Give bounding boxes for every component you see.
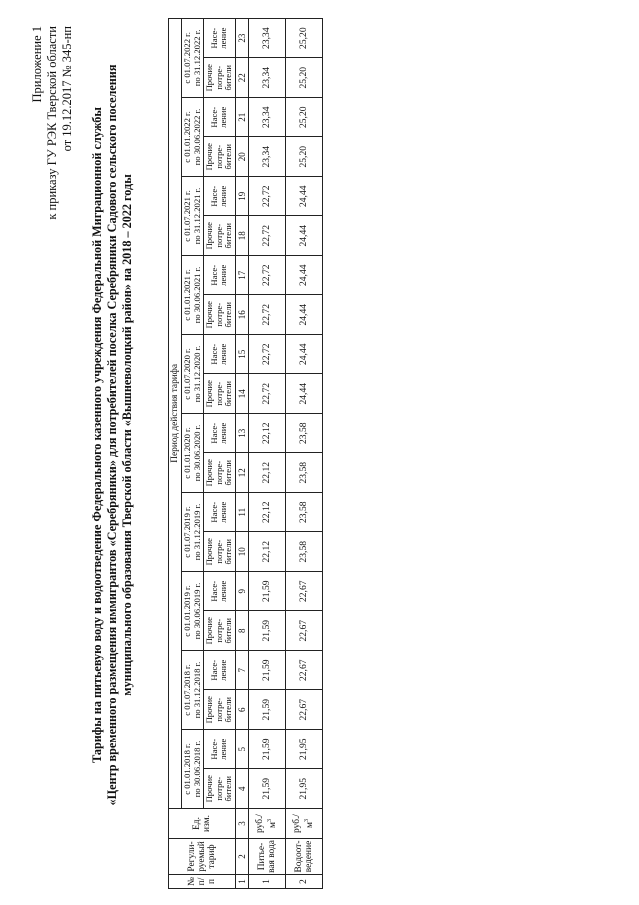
period-end: по 31.12.2018 г.: [191, 661, 202, 719]
period-start: с 01.01.2021 г.: [182, 269, 192, 321]
tariff-value-cell: 22,67: [285, 690, 322, 730]
consumer-type-row: [204, 18, 236, 888]
unit-base: руб./м: [291, 814, 316, 833]
tariff-value-cell: 22,12: [248, 532, 285, 572]
period-end: по 30.06.2022 г.: [191, 108, 202, 166]
tariff-value-cell: 21,95: [285, 730, 322, 770]
tariff-value-cell: 23,34: [248, 137, 285, 177]
tariff-value-cell: 23,34: [248, 98, 285, 138]
column-number: 9: [235, 572, 248, 612]
tariff-value-cell: 22,12: [248, 453, 285, 493]
column-number: 13: [235, 414, 248, 454]
row-tariff-name: Водоот-ведение: [285, 839, 322, 875]
column-number: 16: [235, 295, 248, 335]
header-other-consumers: Прочие потре-бители: [204, 137, 236, 177]
column-number: 3: [235, 809, 248, 839]
tariff-value-cell: 21,95: [285, 769, 322, 809]
period-start: с 01.01.2022 г.: [182, 111, 192, 163]
column-number: 7: [235, 651, 248, 691]
row-number: 1: [248, 875, 285, 889]
unit-superscript: 3: [303, 819, 310, 823]
column-number: 22: [235, 58, 248, 98]
period-start: с 01.01.2019 г.: [182, 585, 192, 637]
header-other-consumers: Прочие потре-бители: [204, 216, 236, 256]
tariff-value-cell: 23,34: [248, 58, 285, 98]
column-number: 6: [235, 690, 248, 730]
header-other-consumers: Прочие потре-бители: [204, 532, 236, 572]
period-header-8: [182, 177, 204, 256]
period-start: с 01.07.2021 г.: [182, 190, 192, 242]
period-end: по 30.06.2021 г.: [191, 266, 202, 324]
header-other-consumers: Прочие потре-бители: [204, 690, 236, 730]
header-population: Насе-ление: [204, 730, 236, 770]
tariff-value-cell: 24,44: [285, 335, 322, 375]
column-number: 18: [235, 216, 248, 256]
tariff-value-cell: 23,58: [285, 414, 322, 454]
column-number: 2: [235, 839, 248, 875]
tariff-value-cell: 22,67: [285, 651, 322, 691]
tariff-value-cell: 23,58: [285, 453, 322, 493]
column-number: 14: [235, 374, 248, 414]
tariff-value-cell: 22,72: [248, 216, 285, 256]
row-unit: [285, 809, 322, 839]
period-header-3: [182, 572, 204, 651]
column-number: 12: [235, 453, 248, 493]
tariff-value-cell: 23,34: [248, 18, 285, 58]
tariff-value-cell: 22,72: [248, 177, 285, 217]
tariff-value-cell: 21,59: [248, 690, 285, 730]
period-start: с 01.07.2022 г.: [182, 32, 192, 84]
tariff-value-cell: 25,20: [285, 58, 322, 98]
title-line-3: муниципального образования Тверской области «Вышневолоцкий район» на 2018 – 2022 годы: [120, 174, 134, 696]
document-title: [90, 55, 135, 815]
period-start: с 01.07.2019 г.: [182, 506, 192, 558]
table-row: [285, 18, 322, 888]
period-header-1: [182, 730, 204, 809]
tariff-value-cell: 21,59: [248, 611, 285, 651]
period-end: по 31.12.2020 г.: [191, 345, 202, 403]
title-line-1: Тарифы на питьевую воду и водоотведение Федерального казенного учреждения Федеральной Миграционной службы: [90, 107, 104, 763]
column-number: 1: [235, 875, 248, 889]
period-end: по 30.06.2019 г.: [191, 582, 202, 640]
period-header-2: [182, 651, 204, 730]
header-population: Насе-ление: [204, 572, 236, 612]
header-tariff: Регули-руемый тариф: [169, 839, 236, 875]
header-population: Насе-ление: [204, 177, 236, 217]
column-number: 19: [235, 177, 248, 217]
header-population: Насе-ление: [204, 335, 236, 375]
title-line-2: «Центр временного размещения иммигрантов «Серебряники» для потребителей поселка Серебряники Садового сельского поселения: [105, 64, 119, 806]
tariff-value-cell: 22,72: [248, 295, 285, 335]
tariff-value-cell: 25,20: [285, 18, 322, 58]
tariff-value-cell: 24,44: [285, 374, 322, 414]
header-population: Насе-ление: [204, 256, 236, 296]
unit-base: руб./м: [254, 814, 279, 833]
tariff-value-cell: 24,44: [285, 256, 322, 296]
header-period: Период действия тарифа: [169, 18, 182, 808]
period-start: с 01.01.2018 г.: [182, 743, 192, 795]
period-header-9: [182, 98, 204, 177]
tariff-value-cell: 21,59: [248, 769, 285, 809]
period-end: по 31.12.2021 г.: [191, 187, 202, 245]
column-number: 10: [235, 532, 248, 572]
tariff-value-cell: 21,59: [248, 730, 285, 770]
header-population: Насе-ление: [204, 98, 236, 138]
header-other-consumers: Прочие потре-бители: [204, 374, 236, 414]
tariff-value-cell: 23,58: [285, 532, 322, 572]
tariff-value-cell: 21,59: [248, 651, 285, 691]
tariff-value-cell: 24,44: [285, 295, 322, 335]
tariff-value-cell: 21,59: [248, 572, 285, 612]
header-population: Насе-ление: [204, 651, 236, 691]
header-other-consumers: Прочие потре-бители: [204, 295, 236, 335]
period-start: с 01.07.2018 г.: [182, 664, 192, 716]
tariff-value-cell: 22,67: [285, 611, 322, 651]
header-other-consumers: Прочие потре-бители: [204, 453, 236, 493]
period-header-7: [182, 256, 204, 335]
appendix-line-2: к приказу ГУ РЭК Тверской области: [45, 26, 59, 220]
row-tariff-name: Питье-вая вода: [248, 839, 285, 875]
period-header-6: [182, 335, 204, 414]
tariff-value-cell: 22,12: [248, 493, 285, 533]
tariff-table: [168, 18, 323, 889]
tariff-value-cell: 25,20: [285, 137, 322, 177]
appendix-line-1: Приложение 1: [30, 26, 44, 103]
column-number: 17: [235, 256, 248, 296]
tariff-value-cell: 25,20: [285, 98, 322, 138]
column-number: 23: [235, 18, 248, 58]
tariff-value-cell: 22,72: [248, 335, 285, 375]
row-number: 2: [285, 875, 322, 889]
header-other-consumers: Прочие потре-бители: [204, 611, 236, 651]
period-header-10: [182, 18, 204, 97]
column-number: 11: [235, 493, 248, 533]
row-unit: [248, 809, 285, 839]
column-number: 4: [235, 769, 248, 809]
unit-superscript: 3: [266, 819, 273, 823]
period-start: с 01.01.2020 г.: [182, 427, 192, 479]
column-number: 21: [235, 98, 248, 138]
tariff-value-cell: 22,72: [248, 374, 285, 414]
tariff-value-cell: 22,12: [248, 414, 285, 454]
period-end: по 30.06.2020 г.: [191, 424, 202, 482]
tariff-value-cell: 22,67: [285, 572, 322, 612]
period-end: по 31.12.2022 г.: [191, 29, 202, 87]
period-end: по 30.06.2018 г.: [191, 740, 202, 798]
tariff-value-cell: 22,72: [248, 256, 285, 296]
period-row: [182, 18, 204, 888]
tariff-value-cell: 24,44: [285, 216, 322, 256]
header-no: № п/п: [169, 875, 236, 889]
header-other-consumers: Прочие потре-бители: [204, 769, 236, 809]
header-population: Насе-ление: [204, 414, 236, 454]
column-number: 20: [235, 137, 248, 177]
column-number-row: [235, 18, 248, 888]
period-header-4: [182, 493, 204, 572]
column-number: 5: [235, 730, 248, 770]
period-header-5: [182, 414, 204, 493]
table-row: [248, 18, 285, 888]
period-start: с 01.07.2020 г.: [182, 348, 192, 400]
header-population: Насе-ление: [204, 493, 236, 533]
header-population: Насе-ление: [204, 18, 236, 58]
tariff-value-cell: 24,44: [285, 177, 322, 217]
column-number: 8: [235, 611, 248, 651]
header-other-consumers: Прочие потре-бители: [204, 58, 236, 98]
header-unit: Ед. изм.: [169, 809, 236, 839]
period-end: по 31.12.2019 г.: [191, 503, 202, 561]
tariff-value-cell: 23,58: [285, 493, 322, 533]
column-number: 15: [235, 335, 248, 375]
appendix-line-3: от 19.12.2017 № 345-нп: [60, 26, 74, 152]
appendix-reference: [30, 26, 75, 220]
